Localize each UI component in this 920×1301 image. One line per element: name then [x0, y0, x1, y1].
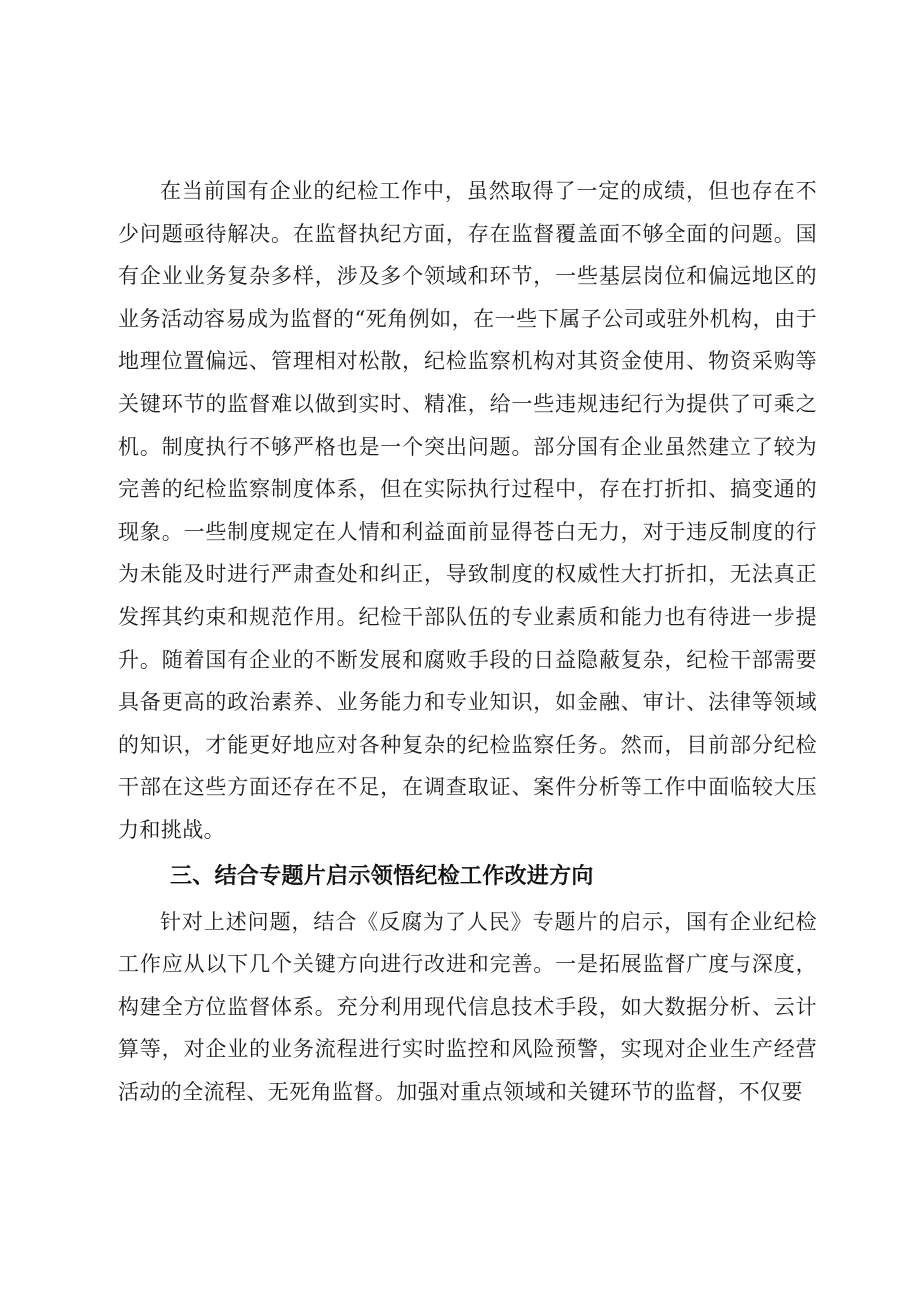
document-body	[118, 170, 817, 1113]
body-paragraph: 针对上述问题，结合《反腐为了人民》专题片的启示，国有企业纪检工作应从以下几个关键方向进行改进和完善。一是拓展监督广度与深度，构建全方位监督体系。充分利用现代信息技术手段，如大数据分析、云计算等，对企业的业务流程进行实时监控和风险预警，实现对企业生产经营活动的全流程、无死角监督。加强对重点领域和关键环节的监督，不仅要	[118, 909, 817, 1104]
body-paragraph: 在当前国有企业的纪检工作中，虽然取得了一定的成绩，但也存在不少问题亟待解决。在监督执纪方面，存在监督覆盖面不够全面的问题。国有企业业务复杂多样，涉及多个领域和环节，一些基层岗位和偏远地区的业务活动容易成为监督的“死角例如，在一些下属子公司或驻外机构，由于地理位置偏远、管理相对松散，纪检监察机构对其资金使用、物资采购等关键环节的监督难以做到实时、精准，给一些违规违纪行为提供了可乘之机。制度执行不够严格也是一个突出问题。部分国有企业虽然建立了较为完善的纪检监察制度体系，但在实际执行过程中，存在打折扣、搞变通的现象。一些制度规定在人情和利益面前显得苍白无力，对于违反制度的行为未能及时进行严肃查处和纠正，导致制度的权威性大打折扣，无法真正发挥其约束和规范作用。纪检干部队伍的专业素质和能力也有待进一步提升。随着国有企业的不断发展和腐败手段的日益隐蔽复杂，纪检干部需要具备更高的政治素养、业务能力和专业知识，如金融、审计、法律等领域的知识，才能更好地应对各种复杂的纪检监察任务。然而，目前部分纪检干部在这些方面还存在不足，在调查取证、案件分析等工作中面临较大压力和挑战。	[118, 179, 817, 842]
section-heading: 三、结合专题片启示领悟纪检工作改进方向	[170, 863, 594, 889]
